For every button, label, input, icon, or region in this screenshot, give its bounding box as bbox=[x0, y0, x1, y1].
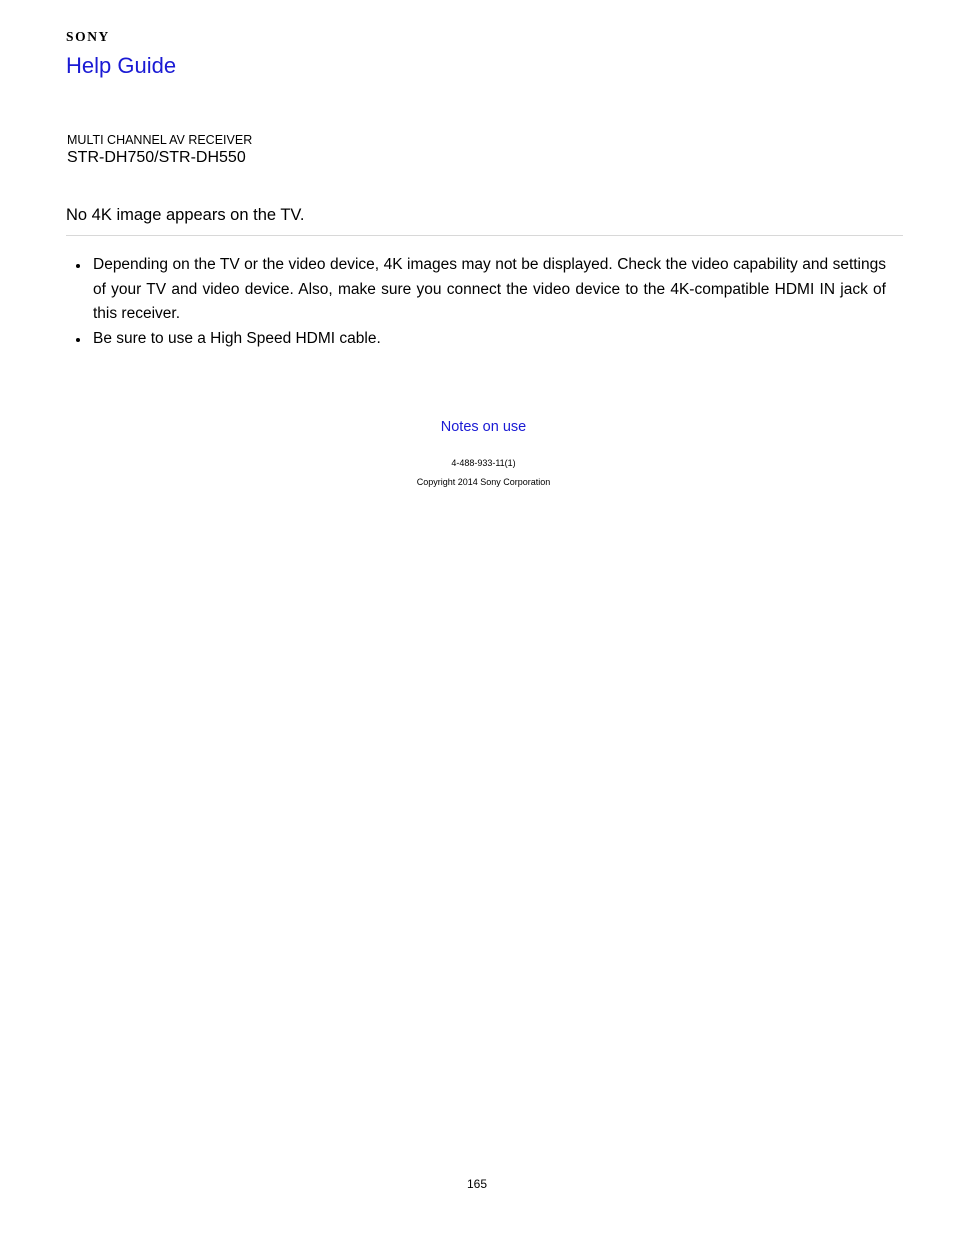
list-item bbox=[66, 253, 886, 327]
bullet-icon bbox=[76, 338, 80, 342]
sony-logo: SONY bbox=[66, 29, 110, 44]
notes-on-use-link[interactable]: Notes on use bbox=[440, 419, 527, 435]
list-item bbox=[66, 327, 886, 352]
page-number: 165 bbox=[466, 1177, 488, 1191]
document-number: 4-488-933-11(1) bbox=[451, 458, 516, 468]
title-divider bbox=[66, 235, 903, 236]
page-title: No 4K image appears on the TV. bbox=[66, 206, 305, 224]
troubleshooting-list bbox=[66, 253, 886, 351]
product-category: MULTI CHANNEL AV RECEIVER bbox=[67, 133, 253, 147]
list-item-text: Be sure to use a High Speed HDMI cable. bbox=[93, 329, 381, 347]
model-name: STR-DH750/STR-DH550 bbox=[67, 149, 246, 166]
copyright-notice: Copyright 2014 Sony Corporation bbox=[416, 477, 551, 487]
bullet-icon bbox=[76, 264, 80, 268]
list-item-text: Depending on the TV or the video device, 4K images may not be displayed. Check the video capability and settings of your TV and video device. Also, make sure you connect the video device to the 4K-compatible HDMI IN jack of this receiver. bbox=[93, 256, 886, 322]
help-guide-title[interactable]: Help Guide bbox=[66, 53, 177, 78]
